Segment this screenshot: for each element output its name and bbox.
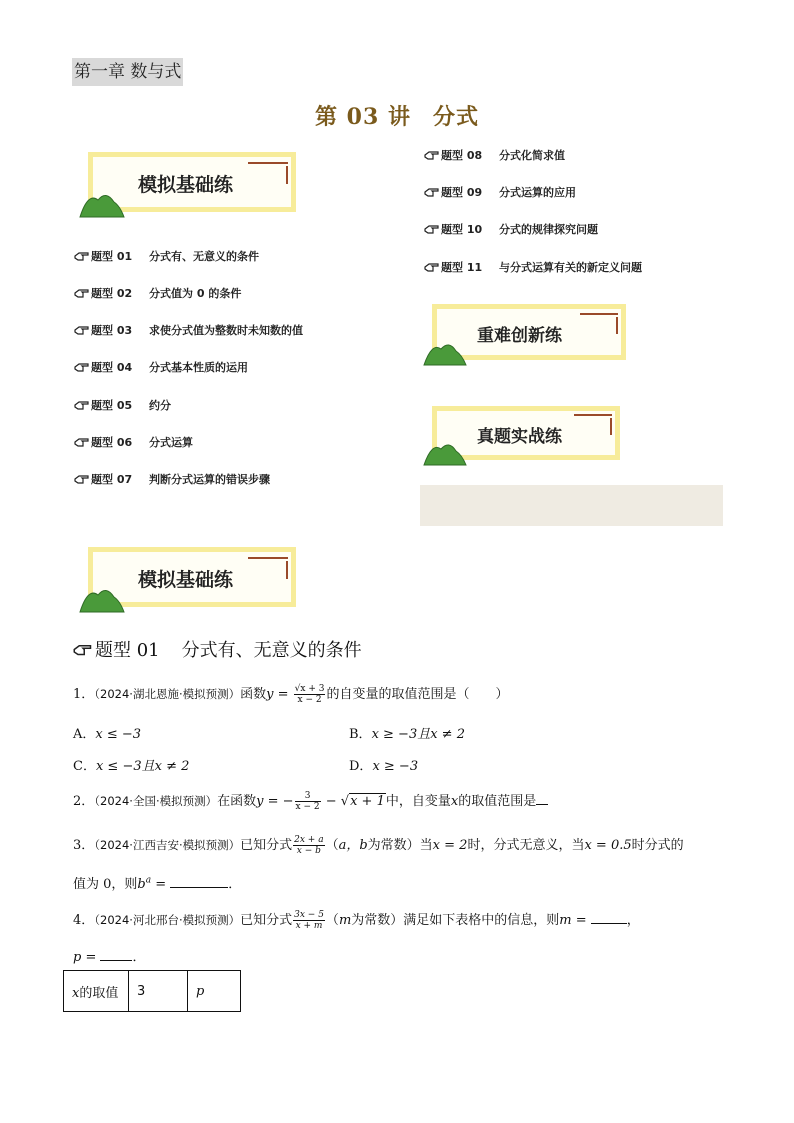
mountain-icon (422, 338, 468, 366)
toc-item-09[interactable]: 题型 09 分式运算的应用 (424, 184, 576, 200)
question-4-line-2: p = ． (73, 950, 146, 965)
toc-item-10[interactable]: 题型 10 分式的规律探究问题 (424, 221, 598, 237)
answer-blank[interactable] (170, 875, 228, 888)
banner-basic-label: 模拟基础练 (138, 174, 234, 196)
banner-real (422, 404, 622, 466)
pointing-hand-icon (424, 223, 440, 235)
fraction: $\frac{3}{x - 2}$ (295, 791, 320, 812)
option-c[interactable]: C．x ≤ −3且x ≠ 2 (73, 759, 190, 774)
chapter-label: 第一章 数与式 (72, 58, 183, 86)
mountain-icon (78, 188, 126, 218)
mountain-icon (78, 583, 126, 613)
table-row (64, 971, 241, 1012)
fraction: $\frac{√x + 3}{x - 2}$ (294, 684, 325, 705)
shaded-box (420, 485, 723, 526)
question-3-line-2: 值为 0，则$b^a$ = ． (73, 875, 242, 892)
section-heading: 题型 01 分式有、无意义的条件 (73, 636, 362, 662)
pointing-hand-icon (74, 250, 90, 262)
lecture-number: 第 03 讲 (315, 104, 411, 130)
banner-hard-label: 重难创新练 (477, 326, 562, 346)
pointing-hand-icon (424, 186, 440, 198)
mountain-icon (422, 438, 468, 466)
toc-item-04[interactable]: 题型 04 分式基本性质的运用 (74, 359, 248, 375)
pointing-hand-icon (73, 642, 93, 657)
toc-item-08[interactable]: 题型 08 分式化简求值 (424, 147, 565, 163)
toc-item-11[interactable]: 题型 11 与分式运算有关的新定义问题 (424, 259, 642, 275)
question-3: 3．（2024·江西吉安·模拟预测）已知分式 $\frac{2x + a}{x - b}$ （a，b为常数）当x = 2时，分式无意义，当x = 0.5时分式的 (73, 835, 684, 856)
toc-item-05[interactable]: 题型 05 约分 (74, 397, 171, 413)
pointing-hand-icon (74, 361, 90, 373)
pointing-hand-icon (74, 287, 90, 299)
pointing-hand-icon (424, 261, 440, 273)
toc-item-01[interactable]: 题型 01 分式有、无意义的条件 (74, 248, 259, 264)
pointing-hand-icon (74, 399, 90, 411)
answer-blank[interactable] (591, 911, 627, 924)
option-d[interactable]: D．x ≥ −3 (349, 759, 419, 774)
table-header-cell: x的取值 (64, 971, 129, 1012)
fraction: $\frac{3x - 5}{x + m}$ (294, 910, 324, 931)
lecture-title (0, 100, 794, 131)
question-1: 1．（2024·湖北恩施·模拟预测）函数y = $\frac{√x + 3}{x - 2}$ 的自变量的取值范围是（ ） (73, 684, 509, 705)
option-a[interactable]: A．x ≤ −3 (73, 727, 142, 742)
table-cell: 3 (129, 971, 188, 1012)
pointing-hand-icon (74, 473, 90, 485)
pointing-hand-icon (74, 436, 90, 448)
value-table (63, 970, 241, 1012)
banner-real-label: 真题实战练 (477, 427, 562, 447)
option-b[interactable]: B．x ≥ −3且x ≠ 2 (349, 727, 465, 742)
banner-basic-top (78, 150, 300, 218)
banner-basic-section-label: 模拟基础练 (138, 569, 234, 591)
lecture-name: 分式 (432, 104, 479, 130)
toc-item-02[interactable]: 题型 02 分式值为 0 的条件 (74, 285, 241, 301)
banner-hard (422, 302, 628, 366)
question-2: 2．（2024·全国·模拟预测）在函数y = − $\frac{3}{x - 2}$ − √x + 1中，自变量x的取值范围是 (73, 790, 548, 812)
toc-item-06[interactable]: 题型 06 分式运算 (74, 434, 193, 450)
answer-blank[interactable] (536, 792, 548, 805)
answer-blank[interactable] (100, 948, 132, 961)
banner-basic-section (78, 545, 300, 613)
pointing-hand-icon (74, 324, 90, 336)
question-4: 4．（2024·河北邢台·模拟预测）已知分式 $\frac{3x - 5}{x + m}$ （m为常数）满足如下表格中的信息，则m = ， (73, 910, 640, 931)
pointing-hand-icon (424, 149, 440, 161)
toc-item-07[interactable]: 题型 07 判断分式运算的错误步骤 (74, 471, 270, 487)
toc-item-03[interactable]: 题型 03 求使分式值为整数时未知数的值 (74, 322, 303, 338)
fraction: $\frac{2x + a}{x - b}$ (294, 835, 324, 856)
table-cell: p (188, 971, 241, 1012)
